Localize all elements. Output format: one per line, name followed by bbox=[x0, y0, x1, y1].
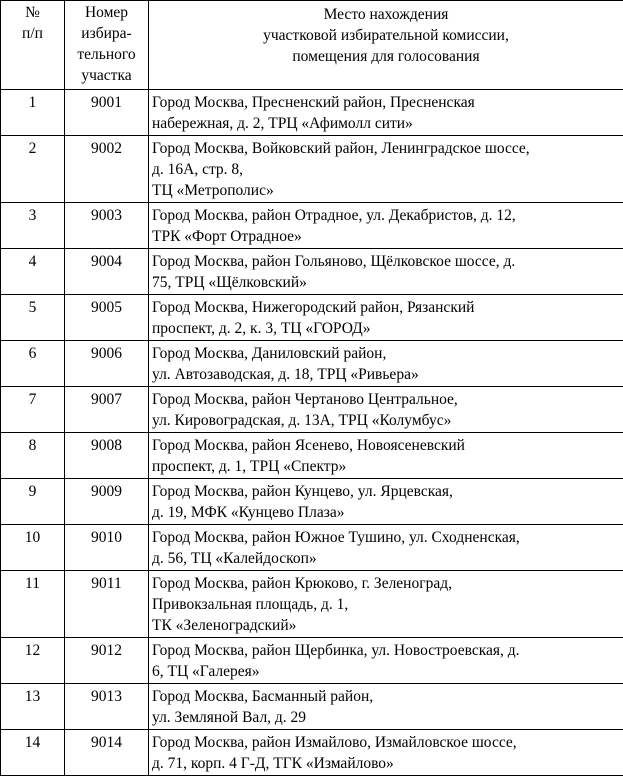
station-code: 9007 bbox=[65, 387, 149, 433]
location-line: ТК «Зеленоградский» bbox=[152, 615, 621, 636]
location-line: Город Москва, Нижегородский район, Рязанский bbox=[152, 297, 621, 318]
station-location bbox=[149, 295, 623, 341]
row-number: 1 bbox=[1, 90, 65, 136]
table-row bbox=[1, 387, 623, 433]
station-code: 9003 bbox=[65, 203, 149, 249]
station-location bbox=[149, 479, 623, 525]
table-row bbox=[1, 525, 623, 571]
location-line: д. 16А, стр. 8, bbox=[152, 159, 621, 180]
station-code: 9006 bbox=[65, 341, 149, 387]
location-line: Город Москва, район Кунцево, ул. Ярцевская, bbox=[152, 481, 621, 502]
station-location bbox=[149, 525, 623, 571]
station-location bbox=[149, 90, 623, 136]
station-location bbox=[149, 203, 623, 249]
table-row bbox=[1, 479, 623, 525]
row-number: 12 bbox=[1, 638, 65, 684]
station-location bbox=[149, 433, 623, 479]
table-row bbox=[1, 433, 623, 479]
location-line: Город Москва, район Южное Тушино, ул. Сходненская, bbox=[152, 527, 621, 548]
header-number: № п/п bbox=[1, 1, 65, 90]
location-line: Город Москва, район Измайлово, Измайловское шоссе, bbox=[152, 732, 621, 753]
row-number: 11 bbox=[1, 571, 65, 638]
station-location bbox=[149, 136, 623, 203]
table-row bbox=[1, 90, 623, 136]
location-line: ул. Земляной Вал, д. 29 bbox=[152, 707, 621, 728]
station-code: 9012 bbox=[65, 638, 149, 684]
station-code: 9010 bbox=[65, 525, 149, 571]
row-number: 8 bbox=[1, 433, 65, 479]
table-row bbox=[1, 203, 623, 249]
location-line: Город Москва, район Гольяново, Щёлковское шоссе, д. bbox=[152, 251, 621, 272]
location-line: Привокзальная площадь, д. 1, bbox=[152, 594, 621, 615]
row-number: 5 bbox=[1, 295, 65, 341]
location-line: Город Москва, район Ясенево, Новоясеневский bbox=[152, 435, 621, 456]
location-line: Город Москва, Войковский район, Ленинградское шоссе, bbox=[152, 138, 621, 159]
location-line: Город Москва, Пресненский район, Пресненская bbox=[152, 92, 621, 113]
station-code: 9013 bbox=[65, 684, 149, 730]
location-line: д. 71, корп. 4 Г-Д, ТГК «Измайлово» bbox=[152, 753, 621, 774]
header-station-code: Номер избира- тельного участка bbox=[65, 1, 149, 90]
station-location bbox=[149, 730, 623, 776]
station-location bbox=[149, 249, 623, 295]
table-row bbox=[1, 341, 623, 387]
table-row bbox=[1, 295, 623, 341]
station-location bbox=[149, 341, 623, 387]
station-code: 9014 bbox=[65, 730, 149, 776]
station-location bbox=[149, 684, 623, 730]
location-line: ТРК «Форт Отрадное» bbox=[152, 226, 621, 247]
header-location: Место нахождения участковой избирательной комиссии, помещения для голосования bbox=[149, 1, 623, 90]
row-number: 4 bbox=[1, 249, 65, 295]
table-row bbox=[1, 571, 623, 638]
station-code: 9011 bbox=[65, 571, 149, 638]
row-number: 6 bbox=[1, 341, 65, 387]
station-location bbox=[149, 387, 623, 433]
table-row bbox=[1, 730, 623, 776]
table-row bbox=[1, 684, 623, 730]
table-row bbox=[1, 249, 623, 295]
station-code: 9005 bbox=[65, 295, 149, 341]
location-line: Город Москва, район Крюково, г. Зеленоград, bbox=[152, 573, 621, 594]
station-location bbox=[149, 638, 623, 684]
location-line: Город Москва, Даниловский район, bbox=[152, 343, 621, 364]
location-line: д. 56, ТЦ «Калейдоскоп» bbox=[152, 548, 621, 569]
row-number: 13 bbox=[1, 684, 65, 730]
location-line: Город Москва, район Чертаново Центральное, bbox=[152, 389, 621, 410]
row-number: 10 bbox=[1, 525, 65, 571]
location-line: набережная, д. 2, ТРЦ «Афимолл сити» bbox=[152, 113, 621, 134]
row-number: 9 bbox=[1, 479, 65, 525]
table-row bbox=[1, 638, 623, 684]
station-code: 9004 bbox=[65, 249, 149, 295]
location-line: 6, ТЦ «Галерея» bbox=[152, 661, 621, 682]
location-line: ТЦ «Метрополис» bbox=[152, 180, 621, 201]
station-code: 9001 bbox=[65, 90, 149, 136]
location-line: проспект, д. 2, к. 3, ТЦ «ГОРОД» bbox=[152, 318, 621, 339]
location-line: проспект, д. 1, ТРЦ «Спектр» bbox=[152, 456, 621, 477]
location-line: 75, ТРЦ «Щёлковский» bbox=[152, 272, 621, 293]
station-code: 9009 bbox=[65, 479, 149, 525]
row-number: 14 bbox=[1, 730, 65, 776]
location-line: Город Москва, Басманный район, bbox=[152, 686, 621, 707]
station-code: 9008 bbox=[65, 433, 149, 479]
table-row bbox=[1, 136, 623, 203]
row-number: 3 bbox=[1, 203, 65, 249]
location-line: Город Москва, район Отрадное, ул. Декабристов, д. 12, bbox=[152, 205, 621, 226]
station-code: 9002 bbox=[65, 136, 149, 203]
station-location bbox=[149, 571, 623, 638]
location-line: Город Москва, район Щербинка, ул. Новостроевская, д. bbox=[152, 640, 621, 661]
location-line: ул. Кировоградская, д. 13А, ТРЦ «Колумбус» bbox=[152, 410, 621, 431]
location-line: д. 19, МФК «Кунцево Плаза» bbox=[152, 502, 621, 523]
row-number: 7 bbox=[1, 387, 65, 433]
location-line: ул. Автозаводская, д. 18, ТРЦ «Ривьера» bbox=[152, 364, 621, 385]
row-number: 2 bbox=[1, 136, 65, 203]
header-row bbox=[1, 1, 623, 90]
